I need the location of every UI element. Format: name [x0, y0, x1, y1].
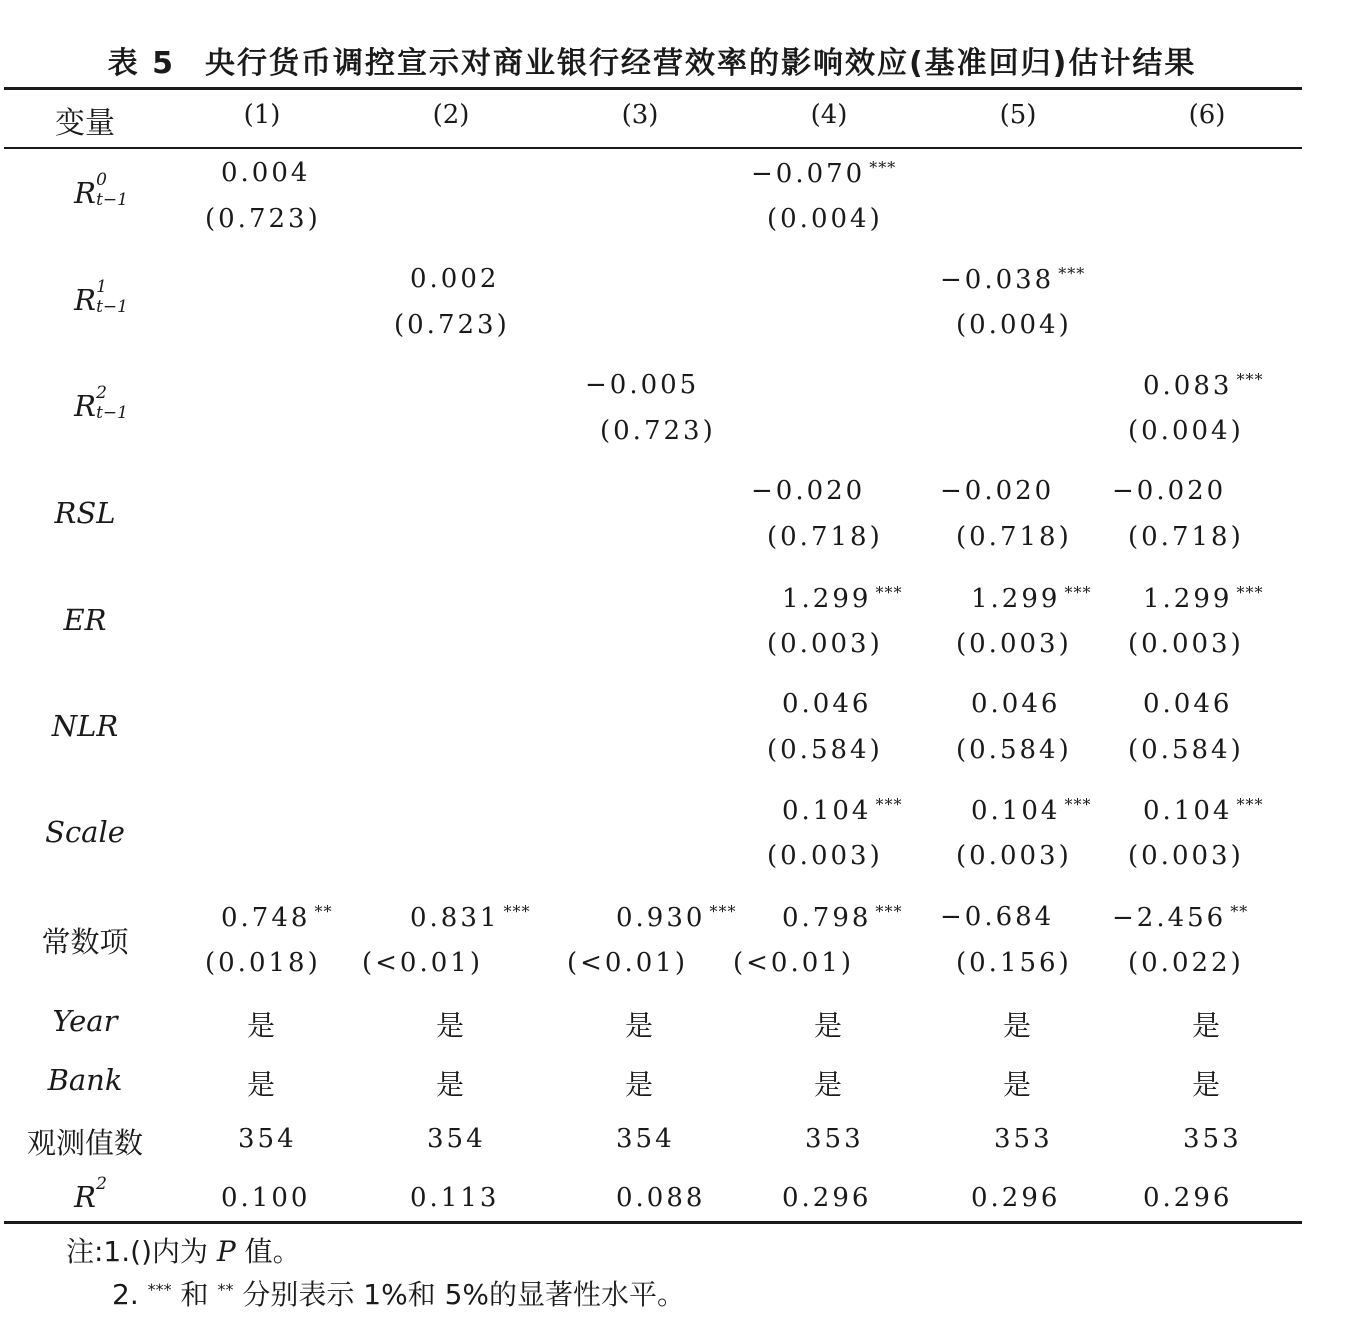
cell-bank-c6: 是: [1192, 1068, 1221, 1101]
cell-r0-c1-p: (0.723): [205, 204, 321, 234]
cell-const-c6: −2.456 **: [1112, 902, 1249, 933]
header-rule: [4, 147, 1302, 149]
cell-scale-c5: 0.104 ***: [971, 795, 1092, 826]
cell-nlr-c5: 0.046: [971, 689, 1061, 719]
cell-r0-c4: −0.070 ***: [751, 158, 897, 189]
cell-scale-c6-p: (0.003): [1128, 841, 1244, 871]
cell-er-c6: 1.299 ***: [1143, 583, 1264, 614]
cell-nlr-c6: 0.046: [1143, 689, 1233, 719]
cell-obs-c4: 353: [805, 1124, 864, 1154]
cell-r1-c2-p: (0.723): [394, 310, 510, 340]
row-label-nlr: NLR: [51, 709, 119, 743]
cell-obs-c2: 354: [427, 1124, 486, 1154]
row-label-r2: R 2 t−1: [74, 383, 128, 423]
cell-r1-c2: 0.002: [410, 264, 500, 294]
cell-rsl-c5: −0.020: [940, 476, 1055, 506]
cell-r2stat-c3: 0.088: [616, 1183, 706, 1213]
cell-const-c5: −0.684: [940, 902, 1055, 932]
cell-rsl-c4: −0.020: [751, 476, 866, 506]
cell-r2stat-c6: 0.296: [1143, 1183, 1233, 1213]
row-label-r-squared: R 2: [74, 1174, 107, 1214]
cell-r1-c5-p: (0.004): [956, 310, 1072, 340]
cell-r2-c6-p: (0.004): [1128, 416, 1244, 446]
cell-bank-c4: 是: [814, 1068, 843, 1101]
row-label-observations: 观测值数: [26, 1126, 143, 1160]
cell-r2stat-c5: 0.296: [971, 1183, 1061, 1213]
cell-er-c4: 1.299 ***: [782, 583, 903, 614]
header-col-4: (4): [810, 100, 848, 130]
cell-r2-c6: 0.083 ***: [1143, 370, 1264, 401]
cell-const-c5-p: (0.156): [956, 948, 1072, 978]
cell-const-c2-p: (<0.01): [362, 948, 483, 978]
cell-bank-c1: 是: [247, 1068, 276, 1101]
row-label-r1: R 1 t−1: [74, 277, 128, 317]
cell-nlr-c4: 0.046: [782, 689, 872, 719]
cell-year-c4: 是: [814, 1009, 843, 1042]
cell-er-c6-p: (0.003): [1128, 629, 1244, 659]
cell-scale-c4-p: (0.003): [767, 841, 883, 871]
cell-rsl-c6: −0.020: [1112, 476, 1227, 506]
cell-obs-c1: 354: [238, 1124, 297, 1154]
cell-year-c2: 是: [436, 1009, 465, 1042]
table-title: [0, 38, 1304, 82]
cell-r0-c1: 0.004: [221, 158, 311, 188]
cell-rsl-c5-p: (0.718): [956, 522, 1072, 552]
header-col-3: (3): [621, 100, 659, 130]
cell-er-c4-p: (0.003): [767, 629, 883, 659]
row-label-bank: Bank: [47, 1063, 123, 1097]
cell-nlr-c6-p: (0.584): [1128, 735, 1244, 765]
row-label-scale: Scale: [45, 815, 125, 849]
header-variable: 变量: [55, 106, 115, 141]
cell-scale-c4: 0.104 ***: [782, 795, 903, 826]
row-label-er: ER: [63, 603, 107, 637]
cell-rsl-c6-p: (0.718): [1128, 522, 1244, 552]
cell-scale-c5-p: (0.003): [956, 841, 1072, 871]
cell-r2-c3: −0.005: [585, 370, 700, 400]
row-label-rsl: RSL: [54, 496, 116, 530]
cell-r1-c5: −0.038 ***: [940, 264, 1086, 295]
cell-bank-c2: 是: [436, 1068, 465, 1101]
cell-r2stat-c4: 0.296: [782, 1183, 872, 1213]
cell-bank-c3: 是: [625, 1068, 654, 1101]
cell-const-c2: 0.831 ***: [410, 902, 531, 933]
cell-const-c1-p: (0.018): [205, 948, 321, 978]
header-col-1: (1): [243, 100, 281, 130]
cell-r2stat-c2: 0.113: [410, 1183, 500, 1213]
cell-nlr-c5-p: (0.584): [956, 735, 1072, 765]
cell-rsl-c4-p: (0.718): [767, 522, 883, 552]
header-col-5: (5): [999, 100, 1037, 130]
cell-r0-c4-p: (0.004): [767, 204, 883, 234]
cell-year-c5: 是: [1003, 1009, 1032, 1042]
table-number: 表 5: [107, 46, 175, 81]
cell-bank-c5: 是: [1003, 1068, 1032, 1101]
cell-obs-c6: 353: [1183, 1124, 1242, 1154]
row-label-year: Year: [52, 1004, 118, 1038]
cell-const-c1: 0.748 **: [221, 902, 333, 933]
cell-const-c3: 0.930 ***: [616, 902, 737, 933]
note-1: 注:1.()内为 P 值。: [66, 1235, 301, 1268]
cell-year-c3: 是: [625, 1009, 654, 1042]
row-label-constant: 常数项: [41, 925, 129, 959]
cell-const-c3-p: (<0.01): [567, 948, 688, 978]
cell-const-c4: 0.798 ***: [782, 902, 903, 933]
top-rule: [4, 87, 1302, 90]
cell-er-c5: 1.299 ***: [971, 583, 1092, 614]
header-col-2: (2): [432, 100, 470, 130]
cell-const-c6-p: (0.022): [1128, 948, 1244, 978]
header-col-6: (6): [1188, 100, 1226, 130]
cell-obs-c3: 354: [616, 1124, 675, 1154]
table-caption: 央行货币调控宣示对商业银行经营效率的影响效应(基准回归)估计结果: [204, 46, 1197, 81]
cell-r2-c3-p: (0.723): [600, 416, 716, 446]
cell-r2stat-c1: 0.100: [221, 1183, 311, 1213]
cell-const-c4-p: (<0.01): [733, 948, 854, 978]
cell-nlr-c4-p: (0.584): [767, 735, 883, 765]
cell-er-c5-p: (0.003): [956, 629, 1072, 659]
cell-year-c6: 是: [1192, 1009, 1221, 1042]
cell-obs-c5: 353: [994, 1124, 1053, 1154]
bottom-rule: [4, 1221, 1302, 1224]
note-2: 2. *** 和 ** 分别表示 1%和 5%的显著性水平。: [112, 1278, 686, 1311]
cell-year-c1: 是: [247, 1009, 276, 1042]
cell-scale-c6: 0.104 ***: [1143, 795, 1264, 826]
row-label-r0: R 0 t−1: [74, 170, 128, 210]
